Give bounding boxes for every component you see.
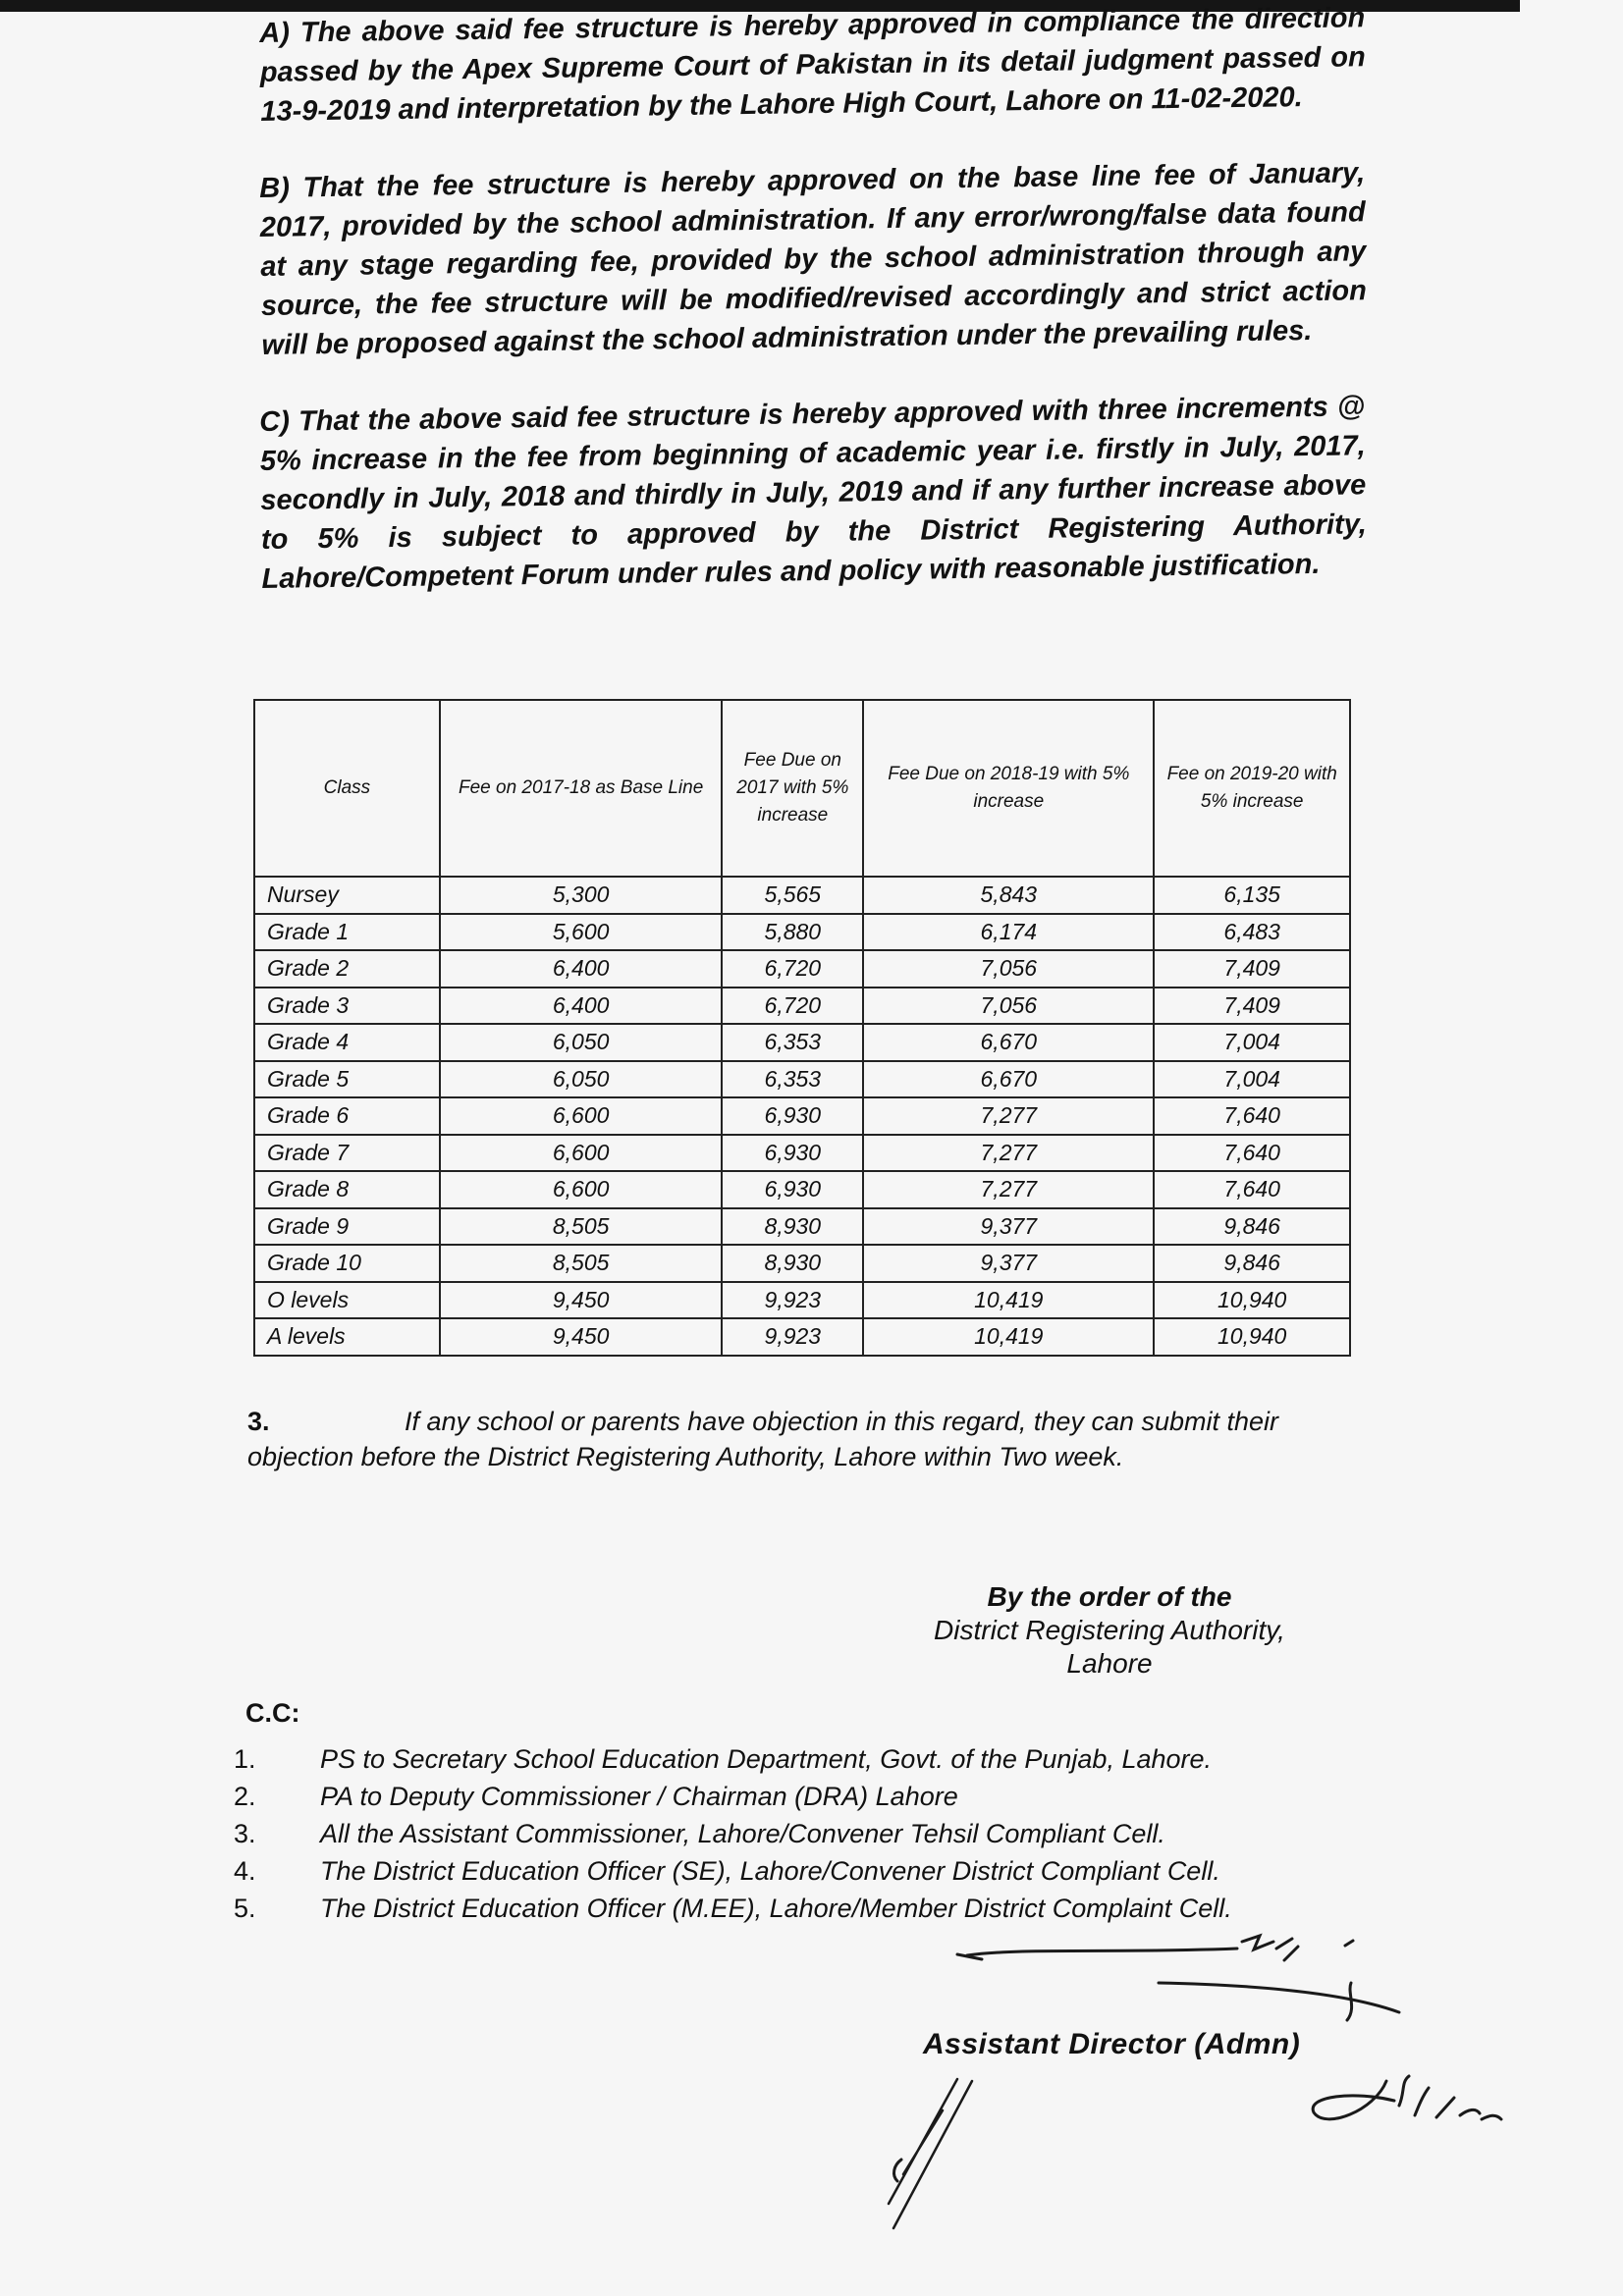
- table-row: [254, 1208, 1350, 1246]
- base-fee-cell: 6,600: [440, 1135, 723, 1172]
- base-fee-cell: 6,400: [440, 988, 723, 1025]
- fee-2017-cell: 9,923: [722, 1282, 863, 1319]
- base-fee-cell: 6,600: [440, 1097, 723, 1135]
- class-cell: Grade 8: [254, 1171, 440, 1208]
- fee-2018-19-cell: 6,670: [863, 1061, 1154, 1098]
- base-fee-cell: 6,600: [440, 1171, 723, 1208]
- cc-item: 4. The District Education Officer (SE), Lahore/Convener District Compliant Cell.: [234, 1856, 1220, 1886]
- base-fee-cell: 9,450: [440, 1282, 723, 1319]
- fee-2018-19-cell: 7,277: [863, 1097, 1154, 1135]
- header-fee-2017: Fee Due on 2017 with 5% increase: [722, 700, 863, 877]
- table-row: [254, 877, 1350, 914]
- fee-2017-cell: 6,930: [722, 1097, 863, 1135]
- fee-2018-19-cell: 10,419: [863, 1282, 1154, 1319]
- fee-2017-cell: 8,930: [722, 1208, 863, 1246]
- fee-2018-19-cell: 9,377: [863, 1245, 1154, 1282]
- class-cell: Nursey: [254, 877, 440, 914]
- header-class: Class: [254, 700, 440, 877]
- table-header-row: [254, 700, 1350, 877]
- fee-2019-20-cell: 7,004: [1154, 1024, 1350, 1061]
- order-line-3: Lahore: [1066, 1648, 1153, 1679]
- table-row: [254, 1135, 1350, 1172]
- fee-2017-cell: 6,353: [722, 1024, 863, 1061]
- signatory-designation: Assistant Director (Admn): [923, 2028, 1301, 2060]
- class-cell: Grade 9: [254, 1208, 440, 1246]
- fee-2018-19-cell: 5,843: [863, 877, 1154, 914]
- fee-2018-19-cell: 9,377: [863, 1208, 1154, 1246]
- table-row: [254, 1061, 1350, 1098]
- table-row: [254, 1024, 1350, 1061]
- fee-2017-cell: 6,930: [722, 1171, 863, 1208]
- cc-list: [234, 1740, 1363, 1927]
- fee-2019-20-cell: 6,483: [1154, 914, 1350, 951]
- base-fee-cell: 9,450: [440, 1318, 723, 1356]
- base-fee-cell: 5,600: [440, 914, 723, 951]
- fee-2019-20-cell: 6,135: [1154, 877, 1350, 914]
- cc-item: 1. PS to Secretary School Education Department, Govt. of the Punjab, Lahore.: [234, 1744, 1213, 1774]
- fee-2019-20-cell: 7,640: [1154, 1097, 1350, 1135]
- class-cell: O levels: [254, 1282, 440, 1319]
- fee-2019-20-cell: 10,940: [1154, 1318, 1350, 1356]
- table-row: [254, 1097, 1350, 1135]
- table-row: [254, 914, 1350, 951]
- table-row: [254, 1171, 1350, 1208]
- table-row: [254, 1318, 1350, 1356]
- table-row: [254, 1245, 1350, 1282]
- header-base-fee: Fee on 2017-18 as Base Line: [440, 700, 723, 877]
- fee-2018-19-cell: 7,056: [863, 950, 1154, 988]
- fee-2019-20-cell: 10,940: [1154, 1282, 1350, 1319]
- base-fee-cell: 5,300: [440, 877, 723, 914]
- fee-2018-19-cell: 10,419: [863, 1318, 1154, 1356]
- class-cell: Grade 7: [254, 1135, 440, 1172]
- header-fee-2018-19: Fee Due on 2018-19 with 5% increase: [863, 700, 1154, 877]
- order-line-1: By the order of the: [987, 1581, 1232, 1612]
- class-cell: Grade 3: [254, 988, 440, 1025]
- table-row: [254, 988, 1350, 1025]
- fee-2017-cell: 5,880: [722, 914, 863, 951]
- cc-item: 2. PA to Deputy Commissioner / Chairman (DRA) Lahore: [234, 1782, 958, 1811]
- fee-2017-cell: 9,923: [722, 1318, 863, 1356]
- order-line-2: District Registering Authority,: [934, 1615, 1285, 1645]
- base-fee-cell: 8,505: [440, 1208, 723, 1246]
- base-fee-cell: 8,505: [440, 1245, 723, 1282]
- paragraph-a: A) The above said fee structure is hereby approved in compliance the direction passed by the Apex Supreme Court of Pakistan in its detail judgment passed on 13-9-2019 and interpretation by the Lahore High Court, Lahore on 11-02-2020.: [259, 2, 1366, 128]
- objection-notice: [247, 1404, 1367, 1474]
- cc-title: C.C:: [245, 1698, 300, 1728]
- cc-item: 3. All the Assistant Commissioner, Lahore/Convener Tehsil Compliant Cell.: [234, 1819, 1165, 1848]
- header-fee-2019-20: Fee on 2019-20 with 5% increase: [1154, 700, 1350, 877]
- table-row: [254, 950, 1350, 988]
- class-cell: Grade 1: [254, 914, 440, 951]
- order-block: [884, 1580, 1335, 1681]
- fee-2019-20-cell: 7,640: [1154, 1171, 1350, 1208]
- cc-item: 5. The District Education Officer (M.EE), Lahore/Member District Complaint Cell.: [234, 1894, 1232, 1923]
- base-fee-cell: 6,050: [440, 1024, 723, 1061]
- paragraph-b: B) That the fee structure is hereby approved on the base line fee of January, 2017, provided by the school administration. If any error/wrong/false data found at any stage regarding fee, provided by the school administration through any source, the fee structure will be modified/revised accordingly and strict action will be proposed against the school administration under the prevailing rules.: [259, 157, 1368, 361]
- table-row: [254, 1282, 1350, 1319]
- fee-2018-19-cell: 7,277: [863, 1171, 1154, 1208]
- class-cell: Grade 4: [254, 1024, 440, 1061]
- fee-2017-cell: 6,353: [722, 1061, 863, 1098]
- class-cell: A levels: [254, 1318, 440, 1356]
- class-cell: Grade 5: [254, 1061, 440, 1098]
- fee-2017-cell: 6,720: [722, 988, 863, 1025]
- fee-2018-19-cell: 7,056: [863, 988, 1154, 1025]
- fee-2018-19-cell: 7,277: [863, 1135, 1154, 1172]
- base-fee-cell: 6,400: [440, 950, 723, 988]
- fee-2018-19-cell: 6,670: [863, 1024, 1154, 1061]
- fee-2017-cell: 6,720: [722, 950, 863, 988]
- fee-2017-cell: 6,930: [722, 1135, 863, 1172]
- fee-2018-19-cell: 6,174: [863, 914, 1154, 951]
- fee-2017-cell: 8,930: [722, 1245, 863, 1282]
- fee-2019-20-cell: 7,004: [1154, 1061, 1350, 1098]
- fee-2019-20-cell: 7,409: [1154, 950, 1350, 988]
- fee-2019-20-cell: 7,409: [1154, 988, 1350, 1025]
- class-cell: Grade 6: [254, 1097, 440, 1135]
- fee-2019-20-cell: 7,640: [1154, 1135, 1350, 1172]
- objection-text: If any school or parents have objection in this regard, they can submit their objection before the District Registering Authority, Lahore within Two week.: [247, 1407, 1279, 1471]
- paragraph-c: C) That the above said fee structure is hereby approved with three increments @ 5% increase in the fee from beginning of academic year i.e. firstly in July, 2017, secondly in July, 2018 and thirdly in July, 2019 and if any further increase above to 5% is subject to approved by the District Registering Authority, Lahore/Competent Forum under rules and policy with reasonable justification.: [259, 391, 1368, 595]
- class-cell: Grade 2: [254, 950, 440, 988]
- item-number: 3.: [247, 1407, 270, 1436]
- fee-2019-20-cell: 9,846: [1154, 1208, 1350, 1246]
- fee-2019-20-cell: 9,846: [1154, 1245, 1350, 1282]
- base-fee-cell: 6,050: [440, 1061, 723, 1098]
- class-cell: Grade 10: [254, 1245, 440, 1282]
- fee-2017-cell: 5,565: [722, 877, 863, 914]
- fee-structure-table: [253, 699, 1351, 1357]
